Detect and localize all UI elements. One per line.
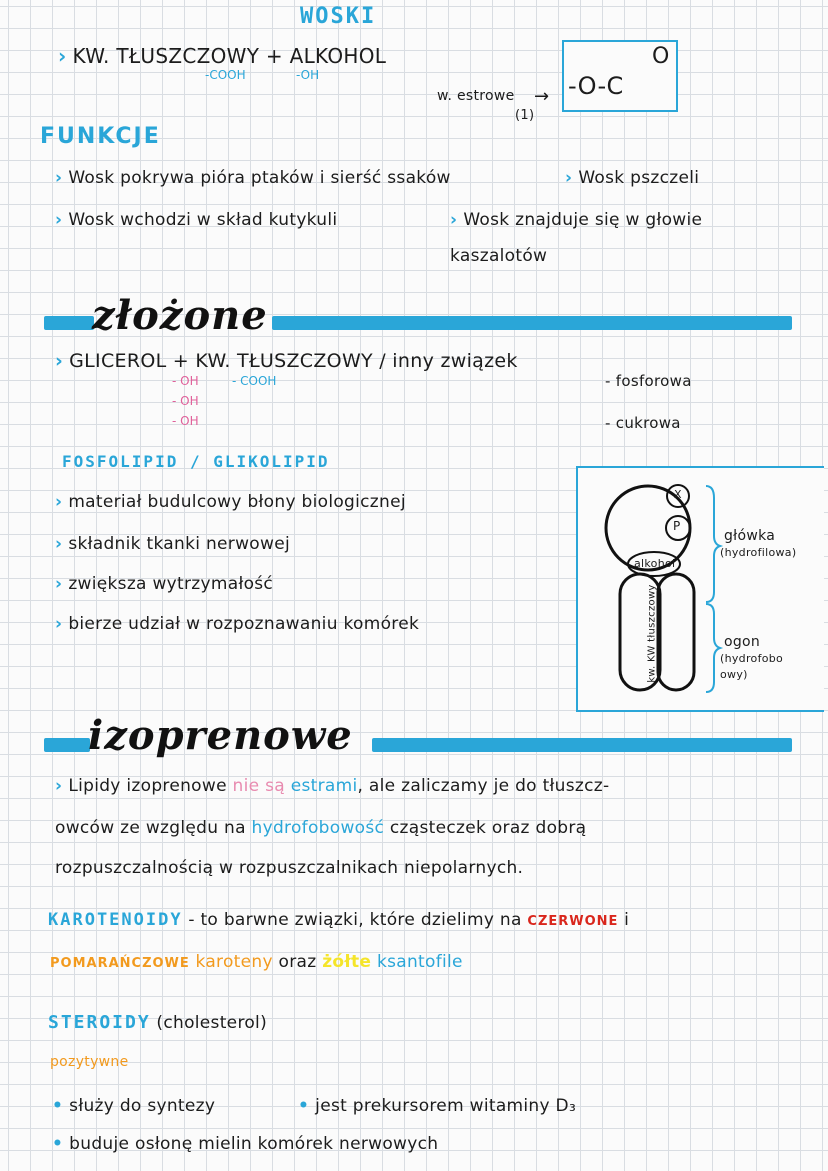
karotenoidy-ksantofile: ksantofile: [376, 952, 463, 972]
izo-line-2b: hydrofobowość: [251, 818, 385, 838]
tail-brace: [706, 604, 720, 692]
woski-formula: › KW. TŁUSZCZOWY + ALKOHOL: [58, 44, 387, 68]
diagram-tail-text: kw. KW tłuszczowy: [646, 584, 658, 683]
izo-line-1c: estrami: [290, 776, 358, 796]
karotenoidy-karoteny: karoteny: [195, 952, 273, 972]
tail-right: [658, 574, 694, 690]
head-brace: [706, 486, 720, 602]
izo-line-2a: owców ze względu na: [55, 818, 246, 838]
izo-line-1: › Lipidy izoprenowe nie są estrami, ale zaliczamy je do tłuszcz-: [55, 776, 610, 796]
variant-2: - cukrowa: [605, 414, 681, 432]
steroidy-item-1-text: służy do syntezy: [69, 1096, 216, 1116]
variant-1: - fosforowa: [605, 372, 692, 390]
izo-line-1b: nie są: [232, 776, 285, 796]
funkcje-item-4-text: Wosk znajduje się w głowie: [463, 210, 703, 230]
diagram-tail-label: ogon: [724, 634, 761, 650]
oh-1: - OH: [172, 374, 199, 388]
ester-box-o: O: [652, 44, 670, 69]
funkcje-item-3-text: Wosk wchodzi w skład kutykuli: [68, 210, 338, 230]
zlozone-item-2: › składnik tkanki nerwowej: [55, 534, 290, 554]
zlozone-bar-right: [272, 316, 792, 330]
steroidy-heading: STEROIDY: [48, 1012, 151, 1033]
steroidy-sub: (cholesterol): [156, 1013, 268, 1033]
cooh: - COOH: [232, 374, 277, 388]
funkcje-item-5: kaszalotów: [450, 246, 548, 266]
ester-label: w. estrowe: [437, 88, 515, 104]
woski-sub-acid: -COOH: [205, 68, 246, 82]
oh-3: - OH: [172, 414, 199, 428]
steroidy-item-3: • buduje osłonę mielin komórek nerwowych: [52, 1134, 439, 1154]
zlozone-item-3: › zwiększa wytrzymałość: [55, 574, 274, 594]
izoprenowe-bar-left: [44, 738, 90, 752]
diagram-tail-sub2: owy): [720, 668, 748, 681]
zlozone-heading: złożone: [92, 292, 268, 339]
funkcje-heading: FUNKCJE: [40, 124, 161, 149]
phospholipid-svg: [578, 468, 824, 710]
steroidy-item-2-text: jest prekursorem witaminy D₃: [315, 1096, 577, 1116]
funkcje-item-1-text: Wosk pokrywa pióra ptaków i sierść ssaków: [68, 168, 451, 188]
funkcje-item-4: › Wosk znajduje się w głowie: [450, 210, 703, 230]
fosfolipid-label: FOSFOLIPID: [62, 452, 179, 471]
karotenoidy-i: i: [624, 910, 630, 930]
zlozone-item-1: › materiał budulcowy błony biologicznej: [55, 492, 406, 512]
diagram-head-label: główka: [724, 528, 776, 544]
page-title: WOSKI: [300, 4, 377, 29]
karotenoidy-line-2: [50, 952, 463, 972]
funkcje-item-2: › Wosk pszczeli: [565, 168, 700, 188]
karotenoidy-heading: KAROTENOIDY: [48, 910, 183, 930]
zlozone-formula: › GLICEROL + KW. TŁUSZCZOWY / inny związek: [55, 350, 518, 372]
karotenoidy-line: [48, 910, 629, 930]
izo-line-1d: , ale zaliczamy je do tłuszcz-: [357, 776, 610, 796]
oh-2: - OH: [172, 394, 199, 408]
steroidy-item-1: • służy do syntezy: [52, 1096, 216, 1116]
zlozone-formula-text: GLICEROL + KW. TŁUSZCZOWY / inny związek: [69, 350, 518, 372]
woski-sub-alcohol: -OH: [296, 68, 320, 82]
diagram-x: X: [674, 488, 682, 501]
izo-line-2: [55, 818, 586, 838]
zlozone-item-4: › bierze udział w rozpoznawaniu komórek: [55, 614, 420, 634]
funkcje-item-3: › Wosk wchodzi w skład kutykuli: [55, 210, 338, 230]
diagram-tail-sub1: (hydrofobo: [720, 652, 784, 665]
zlozone-item-3-text: zwiększa wytrzymałość: [68, 574, 274, 594]
karotenoidy-oraz: oraz: [278, 952, 317, 972]
izoprenowe-heading: izoprenowe: [88, 712, 353, 759]
fosfolipid-heading: FOSFOLIPID / GLIKOLIPID: [62, 452, 330, 471]
karotenoidy-text: - to barwne związki, które dzielimy na: [188, 910, 522, 930]
izoprenowe-bar-right: [372, 738, 792, 752]
ester-num: (1): [515, 108, 535, 123]
zlozone-item-4-text: bierze udział w rozpoznawaniu komórek: [68, 614, 420, 634]
phospholipid-diagram: [576, 466, 824, 712]
steroidy-line: [48, 1012, 267, 1033]
zlozone-item-1-text: materiał budulcowy błony biologicznej: [68, 492, 406, 512]
karotenoidy-yellow: żółte: [322, 952, 372, 972]
glikolipid-label: GLIKOLIPID: [213, 452, 330, 471]
izo-line-2c: cząsteczek oraz dobrą: [389, 818, 587, 838]
diagram-p: P: [673, 519, 681, 533]
izo-line-1a: Lipidy izoprenowe: [68, 776, 227, 796]
zlozone-item-2-text: składnik tkanki nerwowej: [68, 534, 290, 554]
steroidy-item-3-text: buduje osłonę mielin komórek nerwowych: [69, 1134, 439, 1154]
ester-arrow: →: [534, 86, 550, 107]
diagram-head-sub: (hydrofilowa): [720, 546, 797, 559]
karotenoidy-red: CZERWONE: [527, 914, 619, 929]
pozytywne: pozytywne: [50, 1054, 129, 1070]
karotenoidy-orange: POMARAŃCZOWE: [50, 956, 190, 971]
ester-box: [562, 40, 678, 112]
izo-line-3: rozpuszczalnością w rozpuszczalnikach niepolarnych.: [55, 858, 524, 878]
funkcje-item-2-text: Wosk pszczeli: [578, 168, 700, 188]
zlozone-bar-left: [44, 316, 94, 330]
diagram-alcohol: alkohol: [634, 557, 676, 570]
funkcje-item-1: › Wosk pokrywa pióra ptaków i sierść ssaków: [55, 168, 451, 188]
steroidy-item-2: • jest prekursorem witaminy D₃: [298, 1096, 577, 1116]
ester-box-formula: -O-C: [568, 72, 624, 100]
woski-formula-text: KW. TŁUSZCZOWY + ALKOHOL: [72, 44, 387, 68]
